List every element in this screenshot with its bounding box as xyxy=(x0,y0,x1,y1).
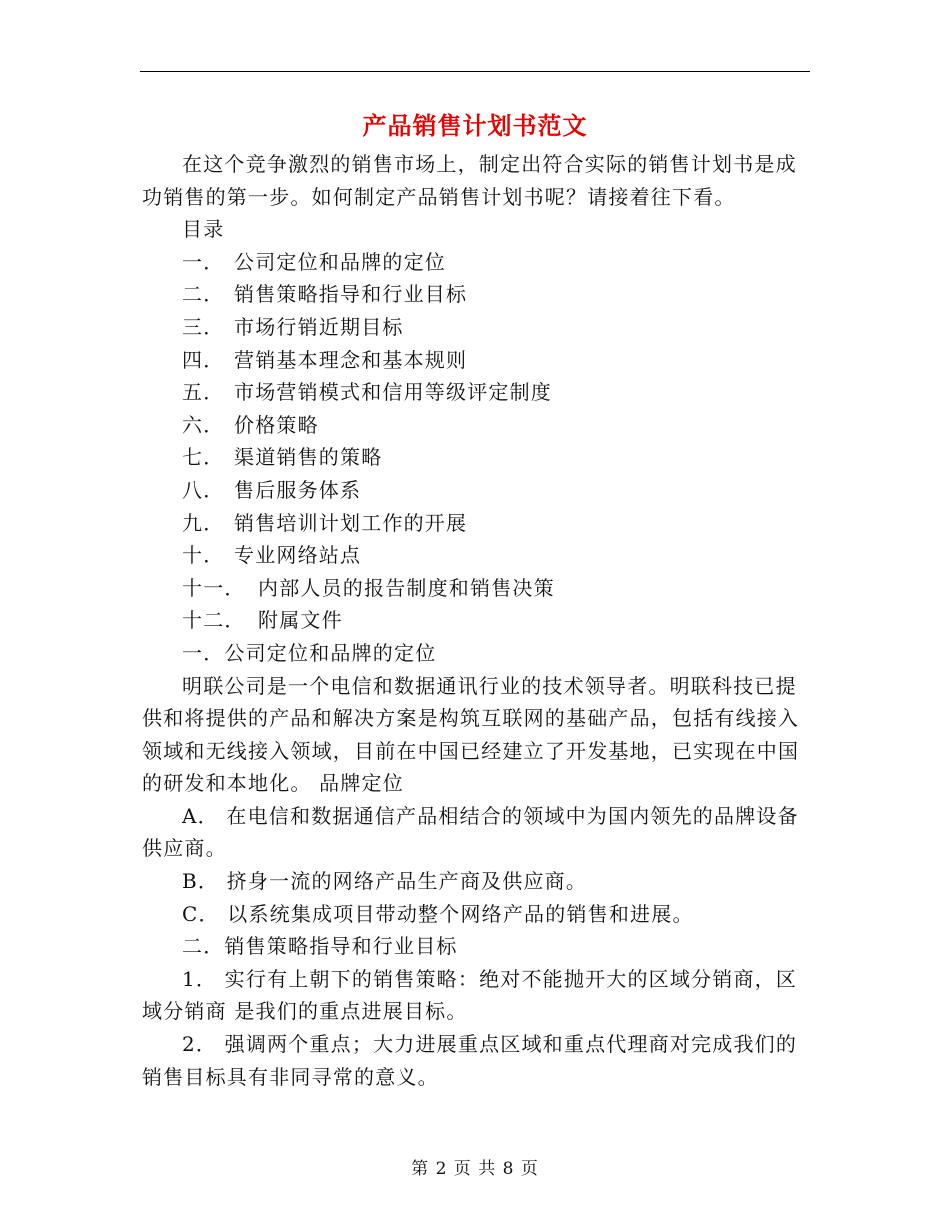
page-number: 第 2 页 共 8 页 xyxy=(411,1159,539,1179)
toc-item: 三． 市场行销近期目标 xyxy=(182,314,404,339)
toc-heading: 目录 xyxy=(182,217,225,242)
toc-item: 十二． 附属文件 xyxy=(182,608,343,633)
section-heading: 一．公司定位和品牌的定位 xyxy=(182,640,437,665)
intro-paragraph: 在这个竞争激烈的销售市场上，制定出符合实际的销售计划书是成功销售的第一步。如何制定产品销售计划书呢？请接着往下看。 xyxy=(142,152,797,209)
body-paragraph: 明联公司是一个电信和数据通讯行业的技术领导者。明联科技已提供和将提供的产品和解决方案是构筑互联网的基础产品，包括有线接入领域和无线接入领域，目前在中国已经建立了开发基地，已实现在中国的研发和本地化。 品牌定位 xyxy=(142,673,800,796)
toc-item: 八． 售后服务体系 xyxy=(182,477,362,502)
toc-item: 六． 价格策略 xyxy=(182,412,319,437)
list-item: A． 在电信和数据通信产品相结合的领域中为国内领先的品牌设备供应商。 xyxy=(142,803,799,861)
toc-item: 二． 销售策略指导和行业目标 xyxy=(182,282,468,307)
toc-item: 十一． 内部人员的报告制度和销售决策 xyxy=(182,575,555,600)
toc-item: 十． 专业网络站点 xyxy=(182,543,362,568)
document-title: 产品销售计划书范文 xyxy=(362,111,588,140)
toc-item: 五． 市场营销模式和信用等级评定制度 xyxy=(182,380,552,405)
list-item: C． 以系统集成项目带动整个网络产品的销售和进展。 xyxy=(182,901,694,926)
toc-item: 四． 营销基本理念和基本规则 xyxy=(182,347,468,372)
header-rule xyxy=(140,71,810,72)
toc-item: 七． 渠道销售的策略 xyxy=(182,445,383,470)
list-item: B． 挤身一流的网络产品生产商及供应商。 xyxy=(182,869,588,894)
toc-list xyxy=(142,246,810,637)
toc-item: 一． 公司定位和品牌的定位 xyxy=(182,249,446,274)
section-heading: 二．销售策略指导和行业目标 xyxy=(182,934,458,959)
list-item: 1． 实行有上朝下的销售策略：绝对不能抛开大的区域分销商，区域分销商 是我们的重点进展目标。 xyxy=(142,966,798,1024)
list-item: 2． 强调两个重点；大力进展重点区域和重点代理商对完成我们的销售目标具有非同寻常的意义。 xyxy=(142,1032,798,1089)
document-body xyxy=(142,148,810,1093)
toc-item: 九． 销售培训计划工作的开展 xyxy=(182,510,468,535)
